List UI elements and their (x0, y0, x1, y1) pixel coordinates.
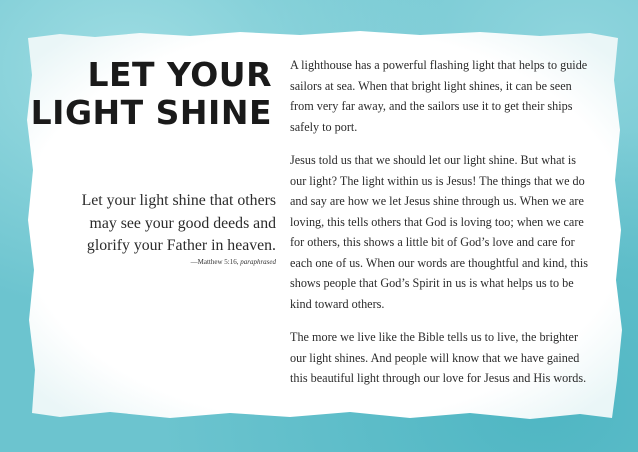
paragraph-brighter: The more we live like the Bible tells us to live, the brighter our light shines. And people will know that we have gained this beautiful light through our love for Jesus and His words. (290, 330, 587, 385)
citation-note: paraphrased (240, 258, 276, 266)
devotional-text (290, 55, 588, 402)
page-title (20, 56, 272, 132)
paragraph-our-light: Jesus told us that we should let our light shine. But what is our light? The light within us is Jesus! The things that we do and say are how we let Jesus shine through us. When we are loving, this tells others that God is loving too; when we care for others, this shows a little bit of God’s love and care for each one of us. When our words are thoughtful and kind, this shows people that God’s Spirit in us is what helps us to be kind toward others. (290, 153, 588, 311)
title-line-1: LET YOUR (87, 55, 272, 94)
title-line-2: LIGHT SHINE (30, 93, 272, 132)
bible-verse: Let your light shine that others may see your good deeds and glorify your Father in heaven. (81, 192, 276, 254)
paragraph-lighthouse: A lighthouse has a powerful flashing light that helps to guide sailors at sea. When that bright light shines, it can be seen from very far away, and the sailors use it to get their ships safely to port. (290, 58, 588, 134)
verse-citation (120, 258, 276, 266)
citation-reference: —Matthew 5:16, (190, 258, 239, 266)
